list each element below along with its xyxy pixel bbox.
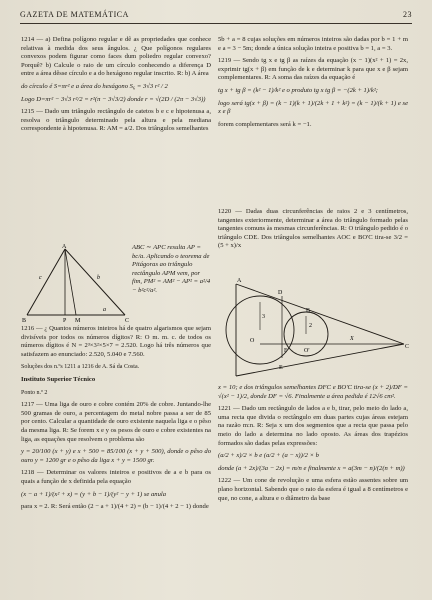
- side-c-label: c: [39, 275, 42, 281]
- label-a: A: [237, 278, 242, 284]
- solutions-credit: Soluções dos n.ºs 1211 a 1216 de A. Sá da Costa.: [21, 364, 140, 371]
- figure-1215-caption: ABC ∼ APC resulta AP = bc/a. Aplicando o teorema de Pitágoras ao triângulo rectângulo APM vem, por fim, PM² = AM² − AP² = a²/4 − b²c²/a².: [132, 244, 211, 294]
- page-header: [20, 8, 412, 24]
- formula-1220: x = 10; e dos triângulos semelhantes DFC e BO'C tira-se (x + 2)/DF = √(x² − 1)/2, donde DF = √6. Finalmente a área pedida é 12√6 cm².: [218, 384, 408, 400]
- midpoint-m-label: M: [75, 318, 81, 323]
- problem-1220-block: [218, 208, 408, 255]
- label-d: D: [278, 290, 283, 296]
- problem-1216: 1216 — ¿ Quantos números inteiros há de quatro algarismos que sejam divisíveis por todos os números dígitos? R: O m. m. c. de todos os números dígitos é N = 2³×3²×5×7 = 2.520. Logo há três números que satisfazem ao enunciado: 2.520, 5.040 e 7.560.: [21, 325, 211, 358]
- foot-p-label: P: [63, 318, 67, 323]
- formula-1214-b: Logo D=πr² − 3√3 r²/2 = r²(π − 3√3/2) donde r = √(2D / (2π − 3√3)): [21, 95, 206, 103]
- tangent-line-bottom: [236, 344, 404, 376]
- formula-1219-a: tg x + tg β = (k² − 1)/k² e o produto tg x tg β = −(2k + 1)/k²;: [218, 86, 378, 94]
- right-triangle-figure: [21, 243, 131, 323]
- formula-1217: y = 20/100 (x + y) e x + 500 = 85/100 (x + y + 500), donde o pêso do ouro y = 1200 gr e o pêso da liga x + y = 1500 gr.: [21, 448, 211, 464]
- ponto-label: Ponto n.º 2: [21, 389, 48, 396]
- problem-1218: 1218 — Determinar os valores inteiros e positivos de a e b para os quais a função de x definida pela equação: [21, 469, 211, 485]
- label-x: X: [350, 336, 354, 342]
- right-column-top: [218, 36, 408, 133]
- vertex-a-label: A: [62, 244, 67, 250]
- problem-1222: 1222 — Um cone de revolução e uma esfera estão assentes sobre um plano horizontal. Sabendo que o raio da esfera é igual a 8 centímetros e que, no cone, a altura e o diâmetro da base: [218, 477, 408, 502]
- vertex-c-label: C: [125, 318, 130, 323]
- problem-1219-end: forem complementares será k = −1.: [218, 120, 312, 128]
- problem-1217: 1217 — Uma liga de ouro e cobre contém 20% de cobre. Juntando-lhe 500 gramas de ouro, a percentagem do metal nobre passa a ser de 85 por cento. Calcular a quantidade de ouro existente naquela liga e o pêso da mesma liga. R: Se forem x e y os pesos de ouro e cobre existentes na liga, as equações que resolvem o problema são: [21, 401, 211, 443]
- vertex-b-label: B: [22, 318, 27, 323]
- label-o-prime: O': [304, 348, 310, 354]
- problem-1218-continued: 5b + a = 8 cujas soluções em números inteiros são dadas por b = 1 + m e a = 3 − 5m; donde a única solução inteira e positiva b = 1, a = 3.: [218, 36, 408, 52]
- label-e: E: [279, 365, 283, 371]
- label-radius-2: 2: [309, 323, 312, 329]
- problem-1214: 1214 — a) Defina polígono regular e dê as propriedades que conhece relativas à medida dos seus ângulos. ¿ Que polígonos regulares convexos podem figurar como faces dum poliedro regular convexo? Porquê? b) Calcule o raio de um círculo conhecendo a diferença D entre a área dêsse círculo e a do hexágono regular inscrito. R: b) A área: [21, 36, 211, 78]
- journal-title: GAZETA DE MATEMÁTICA: [20, 10, 129, 19]
- problem-1221: 1221 — Dado um rectângulo de lados a e b, tirar, pelo meio do lado a, uma recta que divida o rectângulo em duas partes cujas áreas estejam na razão m:n. R: Seja x um dos segmentos que a recta que passa pelo meio do lado a determina no lado oposto. As áreas dos trapézios formados são dadas pelas expressões:: [218, 405, 408, 447]
- left-column-top: [21, 36, 211, 138]
- page-number: 23: [403, 10, 412, 19]
- problem-1220: 1220 — Dadas duas circunferências de raios 2 e 3 centímetros, tangentes exteriormente, determinar a área do triângulo formado pelas tangentes comuns às mesmas circunferências. R: O triângulo pedido é o triângulo CDE. Dos triângulos semelhantes AOC e BO'C tira-se 3/2 = (5 + x)/x: [218, 208, 408, 250]
- right-column-bottom: [218, 384, 408, 507]
- formula-1221-a: (a/2 + x)/2 × b e (a/2 + (a − x))/2 × b: [218, 452, 319, 460]
- side-a-label: a: [103, 307, 106, 313]
- left-column-bottom: [21, 325, 211, 516]
- label-radius-3: 3: [262, 314, 265, 320]
- formula-1219-b: logo será tg(x + β) = (k − 1)(k + 1)/(2k + 1 + k²) = (k − 1)/(k + 1) e se x e β: [218, 99, 408, 116]
- problem-1219: 1219 — Sendo tg x e tg β as raízes da equação (x − 1)(x² + 1) = 2x, exprimir tg(x + β) em função de k e determinar k para que x e β sejam complementares. R: A soma das raízes da equação é: [218, 57, 408, 82]
- label-b: B: [306, 308, 311, 314]
- tangent-circles-figure: [222, 272, 412, 382]
- formula-1218: (x − a + 1)/(x² + x) = (y + b − 1)/(y² − y + 1) se anula: [21, 490, 167, 498]
- problem-1218-answer: para x = 2. R: Será então (2 − a + 1)/(4 + 2) = (b − 1)/(4 + 2 − 1) donde: [21, 503, 209, 511]
- formula-1214-a: do círculo é S=πr² e a área do hexágono S₆ = 3√3 r² / 2: [21, 82, 168, 90]
- cathetus-c-line: [27, 249, 65, 315]
- formula-1221-b: donde (a + 2x)/(3a − 2x) = m/n e finalmente x = a(3m − n)/(2(n + m)): [218, 464, 405, 472]
- header-rule: [20, 23, 412, 24]
- side-b-label: b: [97, 275, 100, 281]
- label-c: C: [405, 344, 410, 350]
- problem-1215: 1215 — Dado um triângulo rectângulo de catetos b e c e hipotenusa a, resolva o triângulo determinado pela altura e pela mediana correspondente à hipotenusa. R: AM = a/2. Dos triângulos semelhantes: [21, 108, 211, 133]
- label-o: O: [250, 338, 255, 344]
- institute-heading: Instituto Superior Técnico: [21, 375, 96, 383]
- label-f: F: [284, 348, 288, 354]
